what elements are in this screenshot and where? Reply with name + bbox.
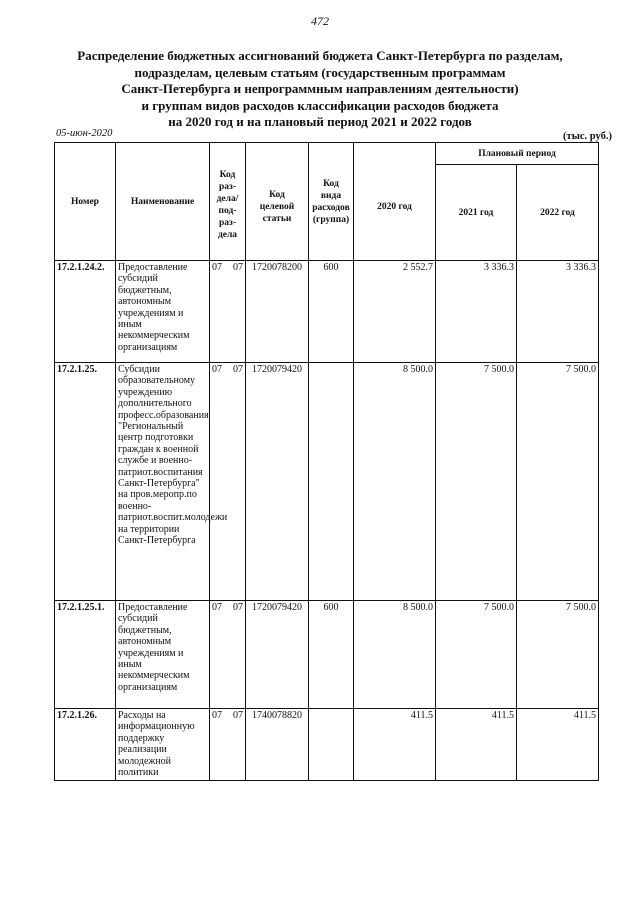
units-label: (тыс. руб.) xyxy=(563,131,612,142)
row-2022: 7 500.0 xyxy=(517,601,599,709)
header-2021: 2021 год xyxy=(436,165,517,261)
row-2020: 8 500.0 xyxy=(354,363,436,601)
row-expense-code: 600 xyxy=(309,601,354,709)
row-section-code xyxy=(210,261,246,363)
row-target-code: 1720079420 xyxy=(246,601,309,709)
page-number: 472 xyxy=(311,14,329,28)
subsection-code: 07 xyxy=(233,602,243,613)
header-2022: 2022 год xyxy=(517,165,599,261)
header-line: дела/ xyxy=(216,194,239,204)
title-line: Санкт-Петербурга и непрограммным направлениям деятельности) xyxy=(121,81,519,96)
table-row xyxy=(55,601,599,709)
section-code: 07 xyxy=(212,262,222,273)
row-section-code xyxy=(210,709,246,781)
row-number: 17.2.1.25.1. xyxy=(55,601,116,709)
table-header xyxy=(55,143,599,261)
table-row xyxy=(55,363,599,601)
header-line: Код xyxy=(323,178,339,189)
row-target-code: 1740078820 xyxy=(246,709,309,781)
row-number: 17.2.1.25. xyxy=(55,363,116,601)
table-row xyxy=(55,261,599,363)
header-section-code xyxy=(210,143,246,261)
row-section-code xyxy=(210,601,246,709)
row-expense-code xyxy=(309,709,354,781)
title-line: и группам видов расходов классификации расходов бюджета xyxy=(141,97,499,113)
header-target-code xyxy=(246,143,309,261)
row-2021: 411.5 xyxy=(436,709,517,781)
subsection-code: 07 xyxy=(233,364,243,375)
row-2020: 8 500.0 xyxy=(354,601,436,709)
header-line: Код xyxy=(219,170,236,180)
table-row xyxy=(55,709,599,781)
header-line: статьи xyxy=(262,214,292,224)
subsection-code: 07 xyxy=(233,710,243,721)
document-date: 05-июн-2020 xyxy=(56,128,113,139)
row-expense-code: 600 xyxy=(309,261,354,363)
row-2021: 7 500.0 xyxy=(436,601,517,709)
header-line: раз- xyxy=(218,218,236,228)
header-line: Код xyxy=(269,190,285,200)
row-2020: 411.5 xyxy=(354,709,436,781)
row-2020: 2 552.7 xyxy=(354,261,436,363)
row-2021: 3 336.3 xyxy=(436,261,517,363)
header-name: Наименование xyxy=(116,143,210,261)
title-line: подразделам, целевым статьям (государственным программам xyxy=(134,64,506,80)
header-line: дела xyxy=(217,230,238,240)
row-expense-code xyxy=(309,363,354,601)
header-planned-period: Плановый период xyxy=(436,143,599,165)
row-section-code xyxy=(210,363,246,601)
budget-table xyxy=(54,142,599,781)
table-body xyxy=(55,261,599,781)
row-name: Предоставление субсидий бюджетным, автономным учреждениям и иным некоммерческим организациям xyxy=(116,601,210,709)
row-target-code: 1720078200 xyxy=(246,261,309,363)
row-2021: 7 500.0 xyxy=(436,363,517,601)
header-expense-code xyxy=(309,143,354,261)
row-2022: 411.5 xyxy=(517,709,599,781)
row-number: 17.2.1.24.2. xyxy=(55,261,116,363)
section-code: 07 xyxy=(212,364,222,375)
header-line: раз- xyxy=(218,182,236,192)
row-number: 17.2.1.26. xyxy=(55,709,116,781)
title-line: на 2020 год и на плановый период 2021 и 2022 годов xyxy=(168,114,472,129)
header-line: расходов xyxy=(312,202,350,213)
header-2020: 2020 год xyxy=(354,143,436,261)
row-target-code: 1720079420 xyxy=(246,363,309,601)
section-code: 07 xyxy=(212,602,222,613)
row-name: Расходы на информационную поддержку реализации молодежной политики xyxy=(116,709,210,781)
subsection-code: 07 xyxy=(233,262,243,273)
row-2022: 7 500.0 xyxy=(517,363,599,601)
row-2022: 3 336.3 xyxy=(517,261,599,363)
row-name: Предоставление субсидий бюджетным, автономным учреждениям и иным некоммерческим организациям xyxy=(116,261,210,363)
header-line: под- xyxy=(218,206,237,216)
header-line: вида xyxy=(320,190,342,201)
document-title xyxy=(40,48,600,131)
header-line: (группа) xyxy=(312,214,350,225)
row-name: Субсидии образовательному учреждению дополнительного професс.образования "Региональный центр подготовки граждан к военной службе и военно-патриот.воспитания Санкт-Петербурга" на пров.меропр.по военно-патриот.воспит.молодежи на территории Санкт-Петербурга xyxy=(116,363,210,601)
header-line: целевой xyxy=(259,202,295,212)
section-code: 07 xyxy=(212,710,222,721)
header-number: Номер xyxy=(55,143,116,261)
title-line: Распределение бюджетных ассигнований бюджета Санкт-Петербурга по разделам, xyxy=(77,48,563,63)
